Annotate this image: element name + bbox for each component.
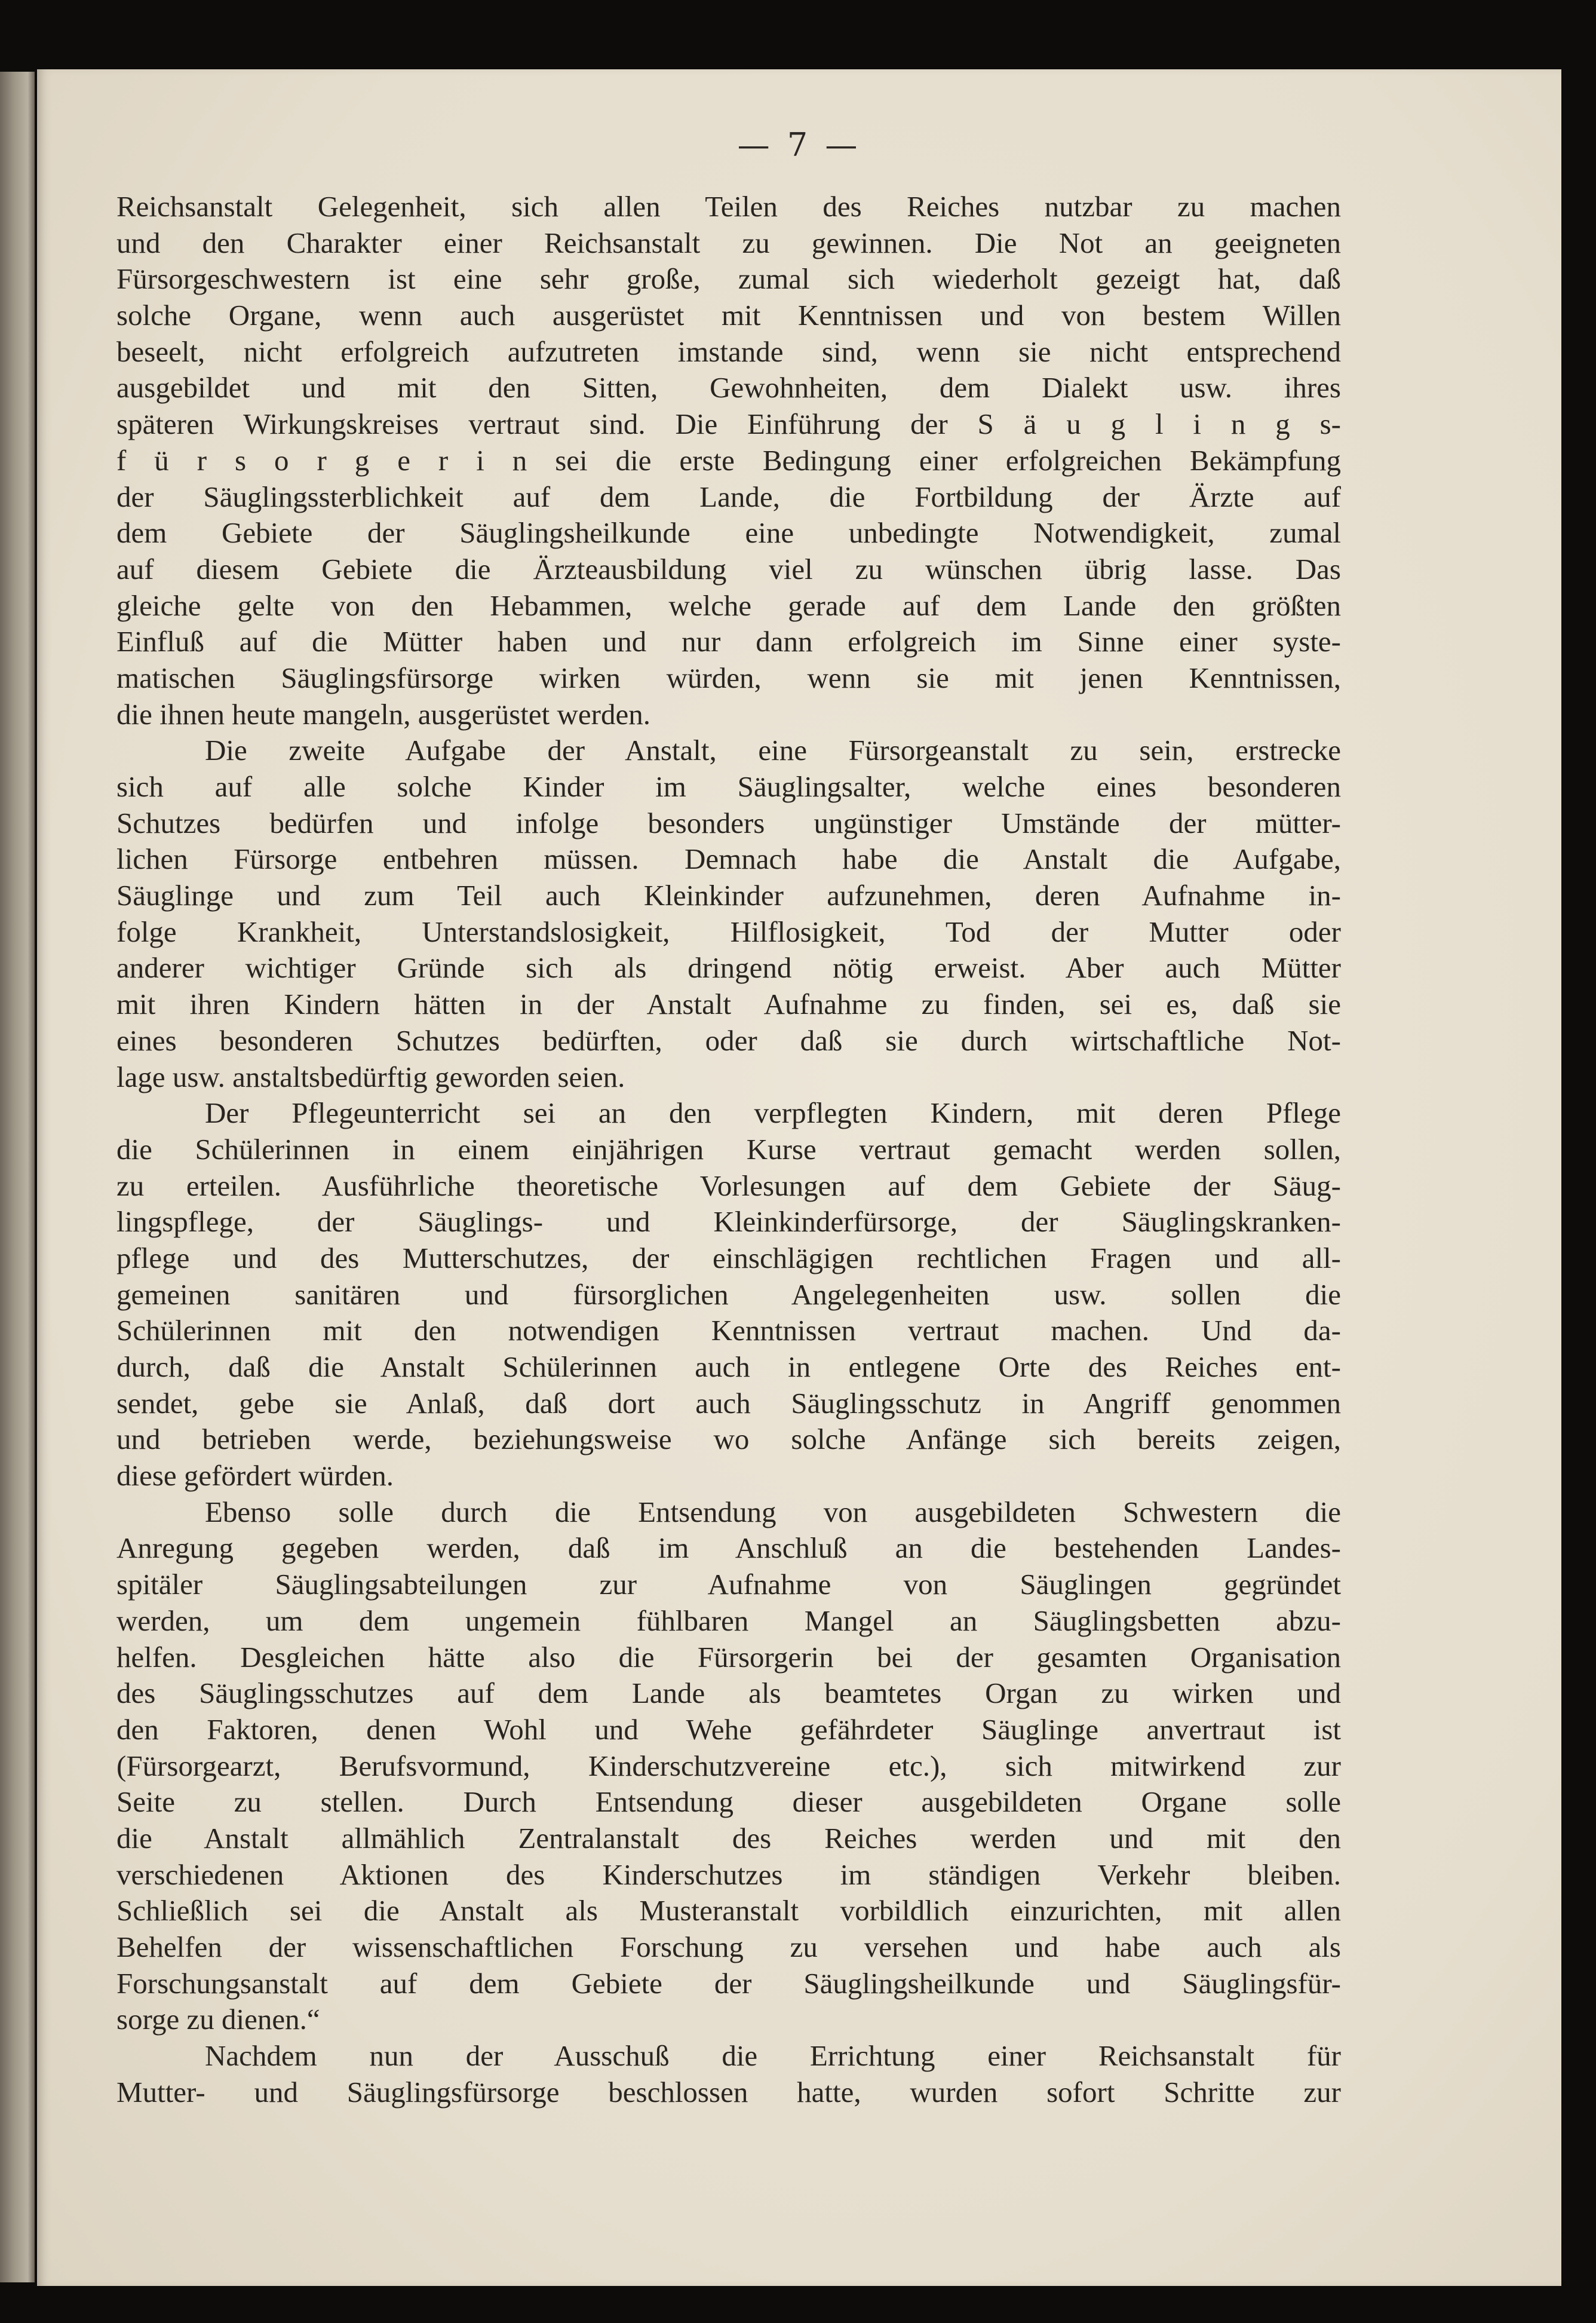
text-line: die ihnen heute mangeln, ausgerüstet werden. bbox=[116, 697, 650, 731]
text-line: Anregung gegeben werden, daß im Anschluß an die bestehenden Landes- bbox=[116, 1531, 1341, 1565]
text-line: Ebenso solle durch die Entsendung von ausgebildeten Schwestern die bbox=[205, 1495, 1341, 1528]
book-page bbox=[37, 69, 1561, 2286]
text-line: anderer wichtiger Gründe sich als dringend nötig erweist. Aber auch Mütter bbox=[116, 951, 1341, 985]
text-line: lichen Fürsorge entbehren müssen. Demnach habe die Anstalt die Aufgabe, bbox=[116, 842, 1341, 876]
text-line: Schülerinnen mit den notwendigen Kenntnissen vertraut machen. Und da- bbox=[116, 1314, 1341, 1347]
text-line: Mutter- und Säuglingsfürsorge beschlossen hatte, wurden sofort Schritte zur bbox=[116, 2075, 1341, 2109]
body-text bbox=[116, 189, 1341, 2110]
text-line: zu erteilen. Ausführliche theoretische Vorlesungen auf dem Gebiete der Säug- bbox=[116, 1169, 1341, 1202]
text-line: der Säuglingssterblichkeit auf dem Lande, die Fortbildung der Ärzte auf bbox=[116, 480, 1341, 513]
text-line: die Schülerinnen in einem einjährigen Kurse vertraut gemacht werden sollen, bbox=[116, 1132, 1341, 1166]
text-line: gemeinen sanitären und fürsorglichen Angelegenheiten usw. sollen die bbox=[116, 1277, 1341, 1311]
text-line: Schließlich sei die Anstalt als Musteranstalt vorbildlich einzurichten, mit allen bbox=[116, 1894, 1341, 1927]
text-line: Die zweite Aufgabe der Anstalt, eine Fürsorgeanstalt zu sein, erstrecke bbox=[205, 734, 1341, 767]
text-line: Reichsanstalt Gelegenheit, sich allen Teilen des Reiches nutzbar zu machen bbox=[116, 190, 1341, 223]
text-line: solche Organe, wenn auch ausgerüstet mit Kenntnissen und von bestem Willen bbox=[116, 299, 1341, 332]
text-line: sendet, gebe sie Anlaß, daß dort auch Säuglingsschutz in Angriff genommen bbox=[116, 1386, 1341, 1420]
text-line: folge Krankheit, Unterstandslosigkeit, Hilflosigkeit, Tod der Mutter oder bbox=[116, 915, 1341, 948]
text-line: pflege und des Mutterschutzes, der einschlägigen rechtlichen Fragen und all- bbox=[116, 1241, 1341, 1274]
text-line: Einfluß auf die Mütter haben und nur dann erfolgreich im Sinne einer syste- bbox=[116, 625, 1341, 658]
text-line: und betrieben werde, beziehungsweise wo solche Anfänge sich bereits zeigen, bbox=[116, 1423, 1341, 1456]
text-line: matischen Säuglingsfürsorge wirken würden, wenn sie mit jenen Kenntnissen, bbox=[116, 661, 1341, 694]
text-line: sorge zu dienen.“ bbox=[116, 2003, 320, 2036]
text-line: und den Charakter einer Reichsanstalt zu gewinnen. Die Not an geeigneten bbox=[116, 226, 1341, 259]
text-line: Der Pflegeunterricht sei an den verpflegten Kindern, mit deren Pflege bbox=[205, 1096, 1341, 1130]
text-line: (Fürsorgearzt, Berufsvormund, Kinderschutzvereine etc.), sich mitwirkend zur bbox=[116, 1749, 1341, 1782]
text-line: Seite zu stellen. Durch Entsendung dieser ausgebildeten Organe solle bbox=[116, 1785, 1341, 1819]
text-line: beseelt, nicht erfolgreich aufzutreten imstande sind, wenn sie nicht entsprechend bbox=[116, 335, 1341, 368]
text-line: gleiche gelte von den Hebammen, welche gerade auf dem Lande den größten bbox=[116, 589, 1341, 622]
text-line: f ü r s o r g e r i n sei die erste Bedingung einer erfolgreichen Bekämpfung bbox=[116, 443, 1341, 477]
text-line: durch, daß die Anstalt Schülerinnen auch in entlegene Orte des Reiches ent- bbox=[116, 1350, 1341, 1383]
text-line: verschiedenen Aktionen des Kinderschutzes im ständigen Verkehr bleiben. bbox=[116, 1858, 1341, 1891]
page-number: — 7 — bbox=[737, 126, 861, 164]
text-line: werden, um dem ungemein fühlbaren Mangel an Säuglingsbetten abzu- bbox=[116, 1604, 1341, 1637]
text-line: lage usw. anstaltsbedürftig geworden seien. bbox=[116, 1060, 625, 1093]
text-line: auf diesem Gebiete die Ärzteausbildung viel zu wünschen übrig lasse. Das bbox=[116, 552, 1341, 586]
text-line: spitäler Säuglingsabteilungen zur Aufnahme von Säuglingen gegründet bbox=[116, 1568, 1341, 1601]
text-line: eines besonderen Schutzes bedürften, oder daß sie durch wirtschaftliche Not- bbox=[116, 1023, 1341, 1057]
text-line: diese gefördert würden. bbox=[116, 1459, 394, 1493]
text-line: den Faktoren, denen Wohl und Wehe gefährdeter Säuglinge anvertraut ist bbox=[116, 1712, 1341, 1746]
text-line: Nachdem nun der Ausschuß die Errichtung einer Reichsanstalt für bbox=[205, 2039, 1341, 2073]
text-line: die Anstalt allmählich Zentralanstalt des Reiches werden und mit den bbox=[116, 1821, 1341, 1855]
text-line: späteren Wirkungskreises vertraut sind. Die Einführung der S ä u g l i n g s- bbox=[116, 407, 1341, 441]
text-line: sich auf alle solche Kinder im Säuglingsalter, welche eines besonderen bbox=[116, 770, 1341, 803]
text-line: helfen. Desgleichen hätte also die Fürsorgerin bei der gesamten Organisation bbox=[116, 1640, 1341, 1674]
text-line: des Säuglingsschutzes auf dem Lande als beamtetes Organ zu wirken und bbox=[116, 1677, 1341, 1710]
text-line: Fürsorgeschwestern ist eine sehr große, zumal sich wiederholt gezeigt hat, daß bbox=[116, 262, 1341, 296]
text-line: Behelfen der wissenschaftlichen Forschung zu versehen und habe auch als bbox=[116, 1930, 1341, 1963]
previous-page-edge bbox=[0, 72, 35, 2282]
text-line: Schutzes bedürfen und infolge besonders ungünstiger Umstände der mütter- bbox=[116, 806, 1341, 839]
text-line: lingspflege, der Säuglings- und Kleinkinderfürsorge, der Säuglingskranken- bbox=[116, 1205, 1341, 1239]
text-line: Säuglinge und zum Teil auch Kleinkinder aufzunehmen, deren Aufnahme in- bbox=[116, 879, 1341, 912]
text-line: mit ihren Kindern hätten in der Anstalt Aufnahme zu finden, sei es, daß sie bbox=[116, 988, 1341, 1021]
text-line: ausgebildet und mit den Sitten, Gewohnheiten, dem Dialekt usw. ihres bbox=[116, 371, 1341, 404]
text-line: Forschungsanstalt auf dem Gebiete der Säuglingsheilkunde und Säuglingsfür- bbox=[116, 1966, 1341, 2000]
text-line: dem Gebiete der Säuglingsheilkunde eine unbedingte Notwendigkeit, zumal bbox=[116, 516, 1341, 550]
